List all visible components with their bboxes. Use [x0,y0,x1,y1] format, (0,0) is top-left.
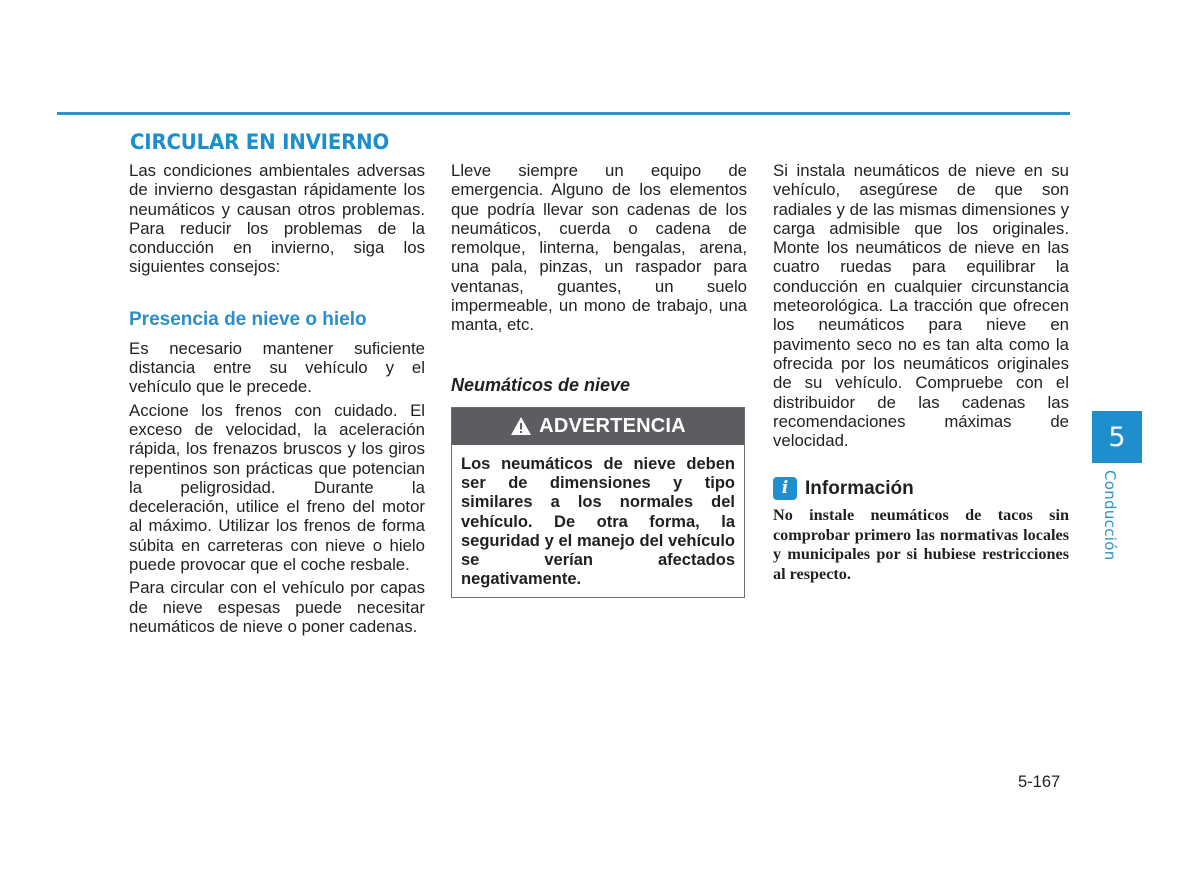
paragraph: Para circular con el vehículo por capas de nieve espesas puede necesitar neumáticos de nieve o poner cadenas. [129,578,425,636]
column-3 [773,161,1069,584]
emergency-kit-paragraph: Lleve siempre un equipo de emergencia. Alguno de los elementos que podría llevar son cadenas de los neumáticos, cuerda o cadena de remolque, linterna, bengalas, arena, una pala, pinzas, un raspador para ventanas, guantes, un suelo impermeable, un mono de trabajo, una manta, etc. [451,161,747,335]
section-title: CIRCULAR EN INVIERNO [130,130,390,154]
snow-tires-subheading: Neumáticos de nieve [451,374,631,395]
column-1 [129,161,425,640]
chapter-tab: 5 [1092,411,1142,463]
chapter-label: Conducción [1101,470,1119,561]
warning-header [452,408,744,445]
paragraph: Accione los frenos con cuidado. El exceso de velocidad, la aceleración rápida, los frenazos bruscos y los giros repentinos son prácticas que potencian la peligrosidad. Durante la deceleración, utilice el freno del motor al máximo. Utilizar los frenos de forma súbita en carreteras con nieve o hielo puede provocar que el coche resbale. [129,400,425,575]
page-number: 5-167 [1018,773,1061,791]
info-heading [773,477,1069,500]
snow-tires-paragraph: Si instala neumáticos de nieve en su vehículo, asegúrese de que son radiales y de las mismas dimensiones y carga admisible que los originales. Monte los neumáticos de nieve en las cuatro ruedas para equilibrar la conducción en cualquier circunstancia meteorológica. La tracción que ofrecen los neumáticos para nieve en pavimento seco no es tan alta como la ofrecida por los neumáticos originales de su vehículo. Compruebe con el distribuidor de las cadenas las recomendaciones máximas de velocidad. [773,161,1069,451]
snow-ice-subheading: Presencia de nieve o hielo [129,308,367,330]
warning-triangle-icon [510,416,532,436]
header-rule [57,112,1070,115]
paragraph: Es necesario mantener suficiente distancia entre su vehículo y el vehículo que le precede. [129,338,425,397]
warning-box [451,407,745,598]
warning-text: Los neumáticos de nieve deben ser de dimensiones y tipo similares a los normales del vehículo. De otra forma, la seguridad y el manejo del vehículo se verían afectados negativamente. [461,454,735,589]
info-title: Información [805,477,914,499]
info-icon: i [773,477,797,500]
warning-title: ADVERTENCIA [539,414,686,437]
intro-paragraph: Las condiciones ambientales adversas de invierno desgastan rápidamente los neumáticos y causan otros problemas. Para reducir los problemas de la conducción en invierno, siga los siguientes consejos: [129,161,425,277]
column-2 [451,161,747,598]
info-text: No instale neumáticos de tacos sin comprobar primero las normativas locales y municipales por si hubiese restricciones al respecto. [773,506,1069,583]
